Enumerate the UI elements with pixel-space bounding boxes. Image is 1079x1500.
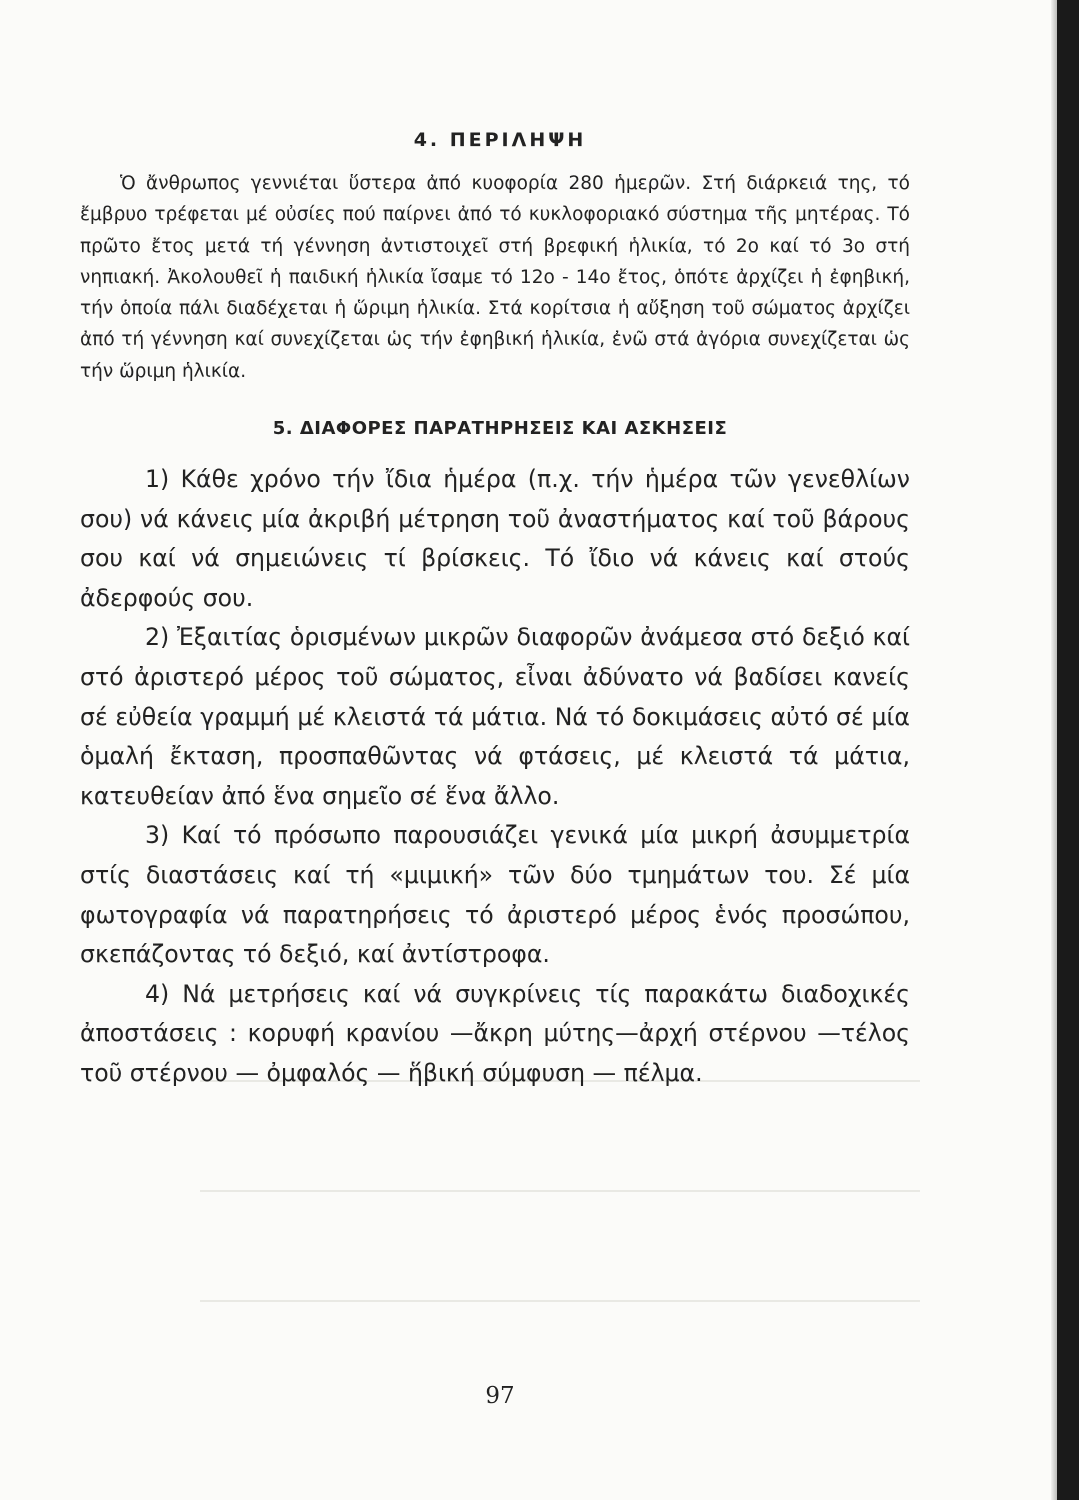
exercise-3: 3) Καί τό πρόσωπο παρουσιάζει γενικά μία μικρή ἀσυμμετρία στίς διαστάσεις καί τή «μιμική» τῶν δύο τμημάτων του. Σέ μία φωτογραφία νά παρατηρήσεις τό ἀριστερό μέρος ἑνός προσώπου, σκεπάζοντας τό δεξιό, καί ἀντίστροφα.	[80, 821, 910, 969]
exercises-list	[80, 460, 910, 1094]
exercise-1: 1) Κάθε χρόνο τήν ἴδια ἡμέρα (π.χ. τήν ἡμέρα τῶν γενεθλίων σου) νά κάνεις μία ἀκριβή μέτρηση τοῦ ἀναστήματος καί τοῦ βάρους σου καί νά σημειώνεις τί βρίσκεις. Τό ἴδιο νά κάνεις καί στούς ἀδερφούς σου.	[80, 465, 910, 612]
scan-border	[1057, 0, 1079, 1500]
summary-paragraph: Ὁ ἄνθρωπος γεννιέται ὕστερα ἀπό κυοφορία 280 ἡμερῶν. Στή διάρκειά της, τό ἔμβρυο τρέφεται μέ οὐσίες πού παίρνει ἀπό τό κυκλοφοριακό σύστημα τῆς μητέρας. Τό πρῶτο ἔτος μετά τή γέννηση ἀντιστοιχεῖ στή βρεφική ἡλικία, τό 2ο καί τό 3ο στή νηπιακή. Ἀκολουθεῖ ἡ παιδική ἡλικία ἴσαμε τό 12ο - 14ο ἔτος, ὁπότε ἀρχίζει ἡ ἐφηβική, τήν ὁποία πάλι διαδέχεται ἡ ὥριμη ἡλικία. Στά κορίτσια ἡ αὔξηση τοῦ σώματος ἀρχίζει ἀπό τή γέννηση καί συνεχίζεται ὡς τήν ἐφηβική ἡλικία, ἐνῶ στά ἀγόρια συνεχίζεται ὡς τήν ὥριμη ἡλικία.	[80, 173, 910, 382]
bleed-through-line	[200, 1190, 920, 1192]
section-4-heading: 4. ΠΕΡΙΛΗΨΗ	[413, 128, 587, 151]
section-5-heading: 5. ΔΙΑΦΟΡΕΣ ΠΑΡΑΤΗΡΗΣΕΙΣ ΚΑΙ ΑΣΚΗΣΕΙΣ	[272, 417, 728, 439]
exercise-4: 4) Νά μετρήσεις καί νά συγκρίνεις τίς παρακάτω διαδοχικές ἀποστάσεις : κορυφή κρανίου —ἄκρη μύτης—ἀρχή στέρνου —τέλος τοῦ στέρνου — ὀμφαλός — ἥβική σύμφυση — πέλμα.	[80, 979, 910, 1087]
page-number: 97	[485, 1383, 515, 1409]
section-4-body	[80, 168, 910, 387]
bleed-through-line	[200, 1300, 920, 1302]
exercise-2: 2) Ἐξαιτίας ὁρισμένων μικρῶν διαφορῶν ἀνάμεσα στό δεξιό καί στό ἀριστερό μέρος τοῦ σώματος, εἶναι ἀδύνατο νά βαδίσει κανείς σέ εὐθεία γραμμή μέ κλειστά τά μάτια. Νά τό δοκιμάσεις αὐτό σέ μία ὁμαλή ἔκταση, προσπαθῶντας νά φτάσεις, μέ κλειστά τά μάτια, κατευθείαν ἀπό ἕνα σημεῖο σέ ἕνα ἄλλο.	[80, 623, 910, 810]
